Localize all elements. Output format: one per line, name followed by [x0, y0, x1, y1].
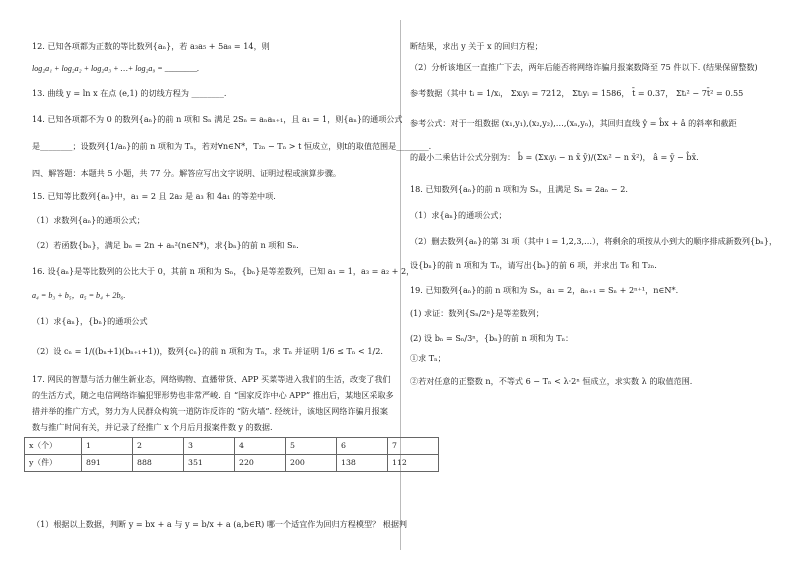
q15-part2: （2）若函数{bₙ}，满足 bₙ = 2n + aₙ²(n∈N*)，求{bₙ}的前 n 项和 Sₙ.: [32, 240, 299, 250]
table-cell: 6: [337, 438, 388, 455]
table-cell: 7: [388, 438, 439, 455]
reference-data: 参考数据（其中 tᵢ = 1/xᵢ， Σxᵢyᵢ = 7212， Σtᵢyᵢ = 1586， t̄ = 0.37， Σtᵢ² − 7t̄² = 0.55: [410, 88, 744, 98]
q17-text-2: 的生活方式，随之电信网络诈骗犯罪形势也非常严峻. 自 “国家反诈中心 APP” 推出后，某地区采取多: [32, 390, 394, 400]
table-cell: 5: [286, 438, 337, 455]
q16-conditions: a₄ = b₃ + b₅，a₅ = b₄ + 2b₆.: [32, 291, 126, 300]
table-cell: 200: [286, 455, 337, 472]
q17-text-3: 措并举的推广方式，努力为人民群众构筑一道防诈反诈的 “防火墙”. 经统计，该地区网络诈骗月报案: [32, 406, 388, 416]
data-table: [24, 437, 439, 472]
q15-text: 15. 已知等比数列{aₙ}中，a₁ = 2 且 2a₂ 是 a₃ 和 4a₁ 的等差中项.: [32, 191, 276, 201]
q18-part2: （2）删去数列{aₙ}的第 3i 项（其中 i = 1,2,3,…），将剩余的项按从小到大的顺序排成新数列{bₙ}，: [410, 236, 778, 246]
q17-part2: （2）分析该地区一直推广下去，两年后能否将网络诈骗月报案数降至 75 件以下. (结果保留整数): [410, 62, 758, 72]
q18-text: 18. 已知数列{aₙ}的前 n 项和为 Sₙ，且满足 Sₙ = 2aₙ − 2.: [410, 184, 628, 194]
q15-part1: （1）求数列{aₙ}的通项公式；: [32, 215, 145, 225]
table-header-x: x（个）: [25, 438, 82, 455]
table-row: [25, 455, 439, 472]
q13-text: 13. 曲线 y = ln x 在点 (e,1) 的切线方程为 ________.: [32, 88, 227, 98]
table-cell: 891: [82, 455, 133, 472]
table-cell: 2: [133, 438, 184, 455]
q16-part2: （2）设 cₙ = 1/((bₙ+1)(bₙ₊₁+1))，数列{cₙ}的前 n 项和为 Tₙ，求 Tₙ 并证明 1/6 ≤ Tₙ < 1/2.: [32, 346, 383, 356]
q17-part1: （1）根据以上数据，判断 y = bx + a 与 y = b/x + a (a,b∈R) 哪一个适宜作为回归方程模型？ 根据判: [32, 519, 408, 529]
q16-part1: （1）求{aₙ}，{bₙ}的通项公式: [32, 316, 148, 326]
table-cell: 3: [184, 438, 235, 455]
q19-part2-sub2: ②若对任意的正整数 n，不等式 6 − Tₙ < λ·2ⁿ 恒成立，求实数 λ 的取值范围.: [410, 376, 693, 386]
table-cell: 4: [235, 438, 286, 455]
q19-part2-sub1: ①求 Tₙ；: [410, 353, 446, 363]
q17-cont: 断结果，求出 y 关于 x 的回归方程；: [410, 41, 543, 51]
reference-formula: 参考公式：对于一组数据 (x₁,y₁),(x₂,y₂),…,(xₙ,yₙ)，其回归直线 ŷ = b̂x + â 的斜率和截距: [410, 118, 737, 128]
q18-part1: （1）求{aₙ}的通项公式；: [410, 210, 507, 220]
table-cell: 888: [133, 455, 184, 472]
table-cell: 220: [235, 455, 286, 472]
table-cell: 112: [388, 455, 439, 472]
q17-text-1: 17. 网民的智慧与活力催生新业态，网络购物、直播带货、APP 买菜等进入我们的生活，改变了我们: [32, 374, 391, 384]
table-row: [25, 438, 439, 455]
q14-text-cont: 是________；设数列{1/aₙ}的前 n 项和为 Tₙ，若对∀n∈N*，T₂ₙ − Tₙ > t 恒成立，则t的取值范围是________.: [32, 141, 432, 151]
table-cell: 351: [184, 455, 235, 472]
table-header-y: y（件）: [25, 455, 82, 472]
q12-text: 12. 已知各项都为正数的等比数列{aₙ}，若 a₃a₅ + 5a₈ = 14，则: [32, 41, 270, 51]
q19-part2: (2) 设 bₙ = Sₙ/3ⁿ，{bₙ}的前 n 项和为 Tₙ：: [410, 333, 574, 343]
q17-text-4: 数与推广时间有关，并记录了经推广 x 个月后月报案件数 y 的数据.: [32, 422, 273, 432]
q19-text: 19. 已知数列{aₙ}的前 n 项和为 Sₙ，a₁ = 2，aₙ₊₁ = Sₙ + 2ⁿ⁺¹，n∈N*.: [410, 285, 679, 295]
q19-part1: (1) 求证：数列{Sₙ/2ⁿ}是等差数列；: [410, 308, 544, 318]
q18-part2-cont: 设{bₙ}的前 n 项和为 Tₙ，请写出{bₙ}的前 6 项，并求出 T₆ 和 T₂ₙ.: [410, 260, 657, 270]
q12-formula: log₂a₁ + log₂a₂ + log₂a₃ + …+ log₂a₉ = ________.: [32, 64, 200, 73]
q16-text: 16. 设{aₙ}是等比数列的公比大于 0，其前 n 项和为 Sₙ，{bₙ}是等差数列，已知 a₁ = 1，a₃ = a₂ + 2，: [32, 266, 415, 276]
solve-section-note: 四、解答题：本题共 5 小题，共 77 分。解答应写出文字说明、证明过程或演算步骤。: [32, 168, 342, 178]
least-squares-formula: 的最小二乘估计公式分别为： b̂ = (Σxᵢyᵢ − n x̄ ȳ)/(Σxᵢ² − n x̄²)， â = ȳ − b̂x̄.: [410, 152, 699, 162]
table-cell: 1: [82, 438, 133, 455]
table-cell: 138: [337, 455, 388, 472]
q14-text: 14. 已知各项都不为 0 的数列{aₙ}的前 n 项和 Sₙ 满足 2Sₙ = aₙaₙ₊₁，且 a₁ = 1，则{aₙ}的通项公式: [32, 114, 403, 124]
